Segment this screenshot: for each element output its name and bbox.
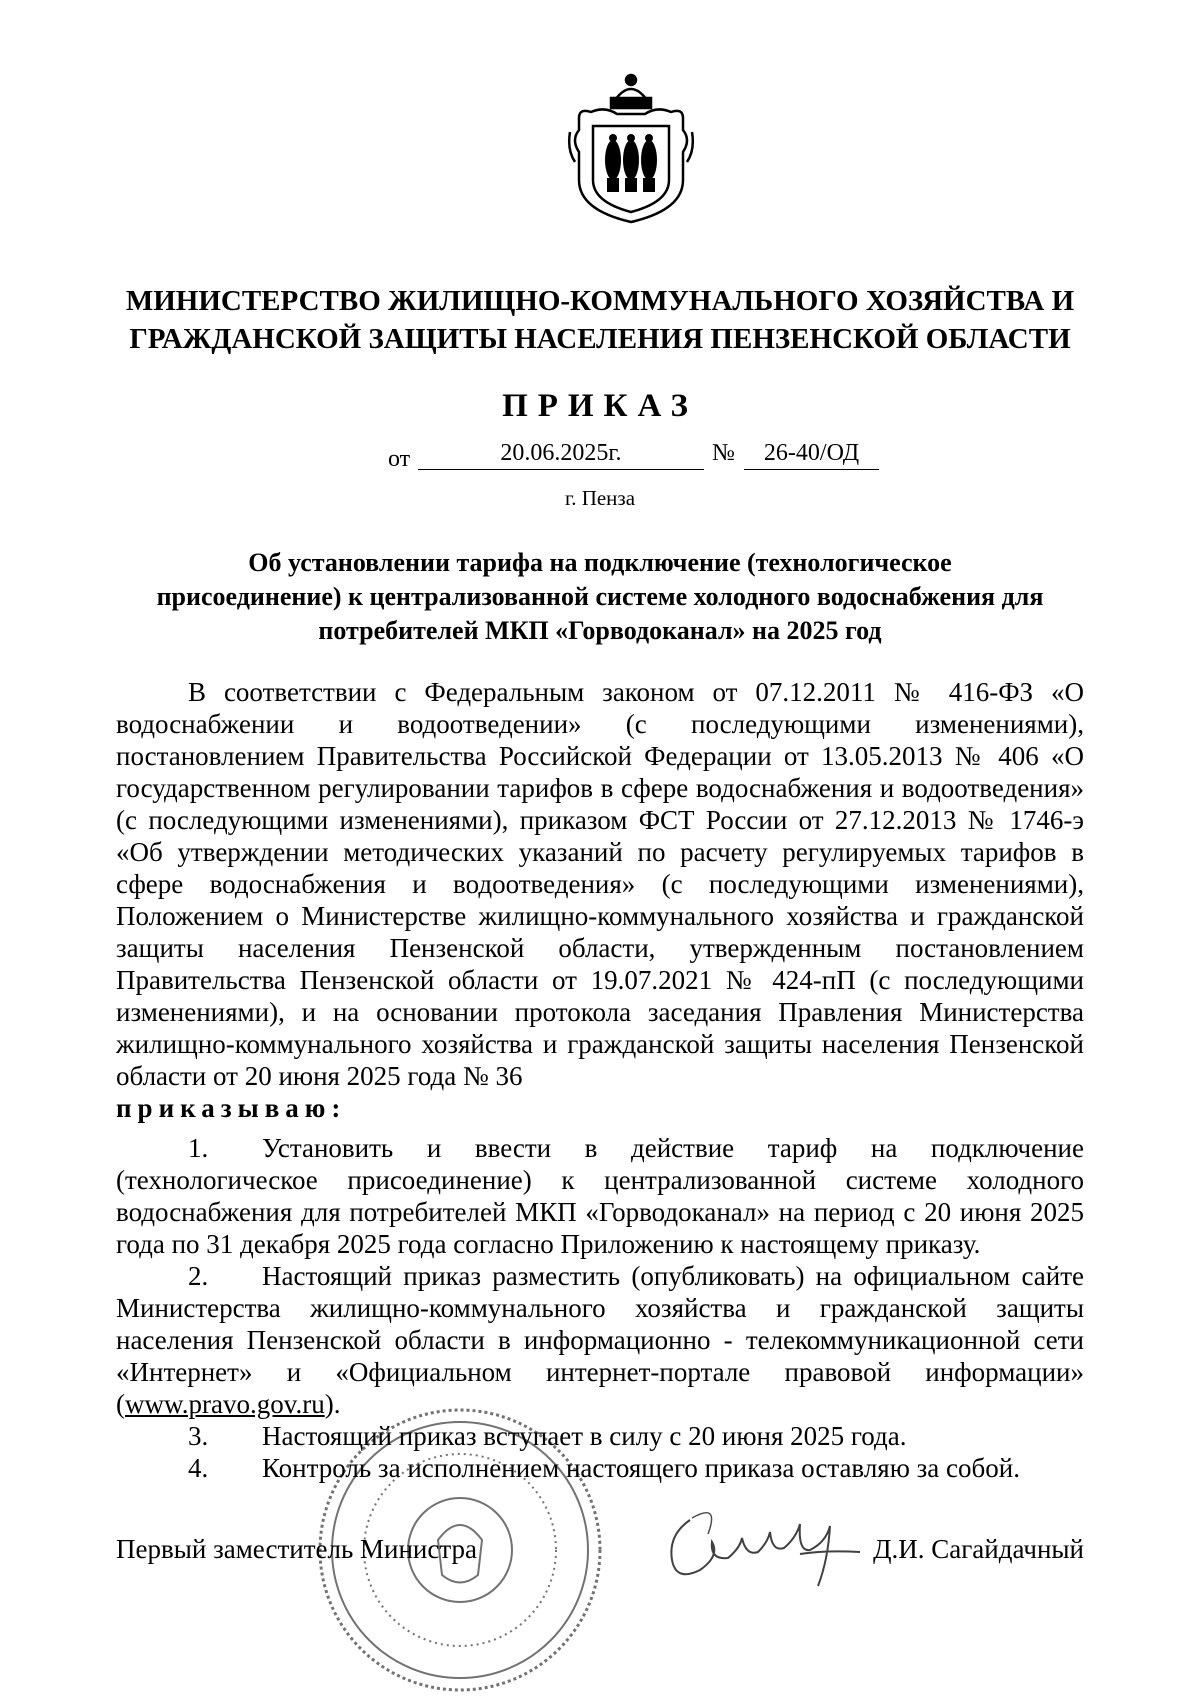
preamble-text: В соответствии с Федеральным законом от 07.12.2011 № 416-ФЗ «О водоснабжении и водоотведении» (с последующими изменениями), постановлением Правительства Российской Федерации от 13.05.2013 № 406 «О государственном регулировании тарифов в сфере водоснабжения и водоотведения» (с последующими изменениями), приказом ФСТ России от 27.12.2013 № 1746-э «Об утверждении методических указаний по расчету регулируемых тарифов в сфере водоснабжения и водоотведения» (с последующими изменениями), Положением о Министерстве жилищно-коммунального хозяйства и гражданской защиты населения Пензенской области, утвержденным постановлением Правительства Пензенской области от 19.07.2021 № 424-пП (с последующими изменениями), и на основании протокола заседания Правления Министерства жилищно-коммунального хозяйства и гражданской защиты населения Пензенской области от 20 июня 2025 года № 36 [116, 677, 1084, 1091]
preamble [116, 676, 1084, 1152]
order-date: 20.06.2025г. [418, 440, 704, 470]
signer-name: Д.И. Сагайдачный [873, 1534, 1084, 1564]
order-number: 26-40/ОД [744, 440, 879, 470]
item-text-after: ). [324, 1389, 341, 1419]
order-item [116, 1260, 1084, 1420]
decree-word: приказываю: [116, 1093, 347, 1123]
signer-position: Первый заместитель Министра [116, 1534, 477, 1564]
doc-type-title: ПРИКАЗ [502, 388, 698, 424]
subject-line-1: Об установлении тарифа на подключение (технологическое [248, 548, 952, 577]
item-number: 3. [188, 1421, 209, 1451]
subject-line-3: потребителей МКП «Горводоканал» на 2025 год [318, 616, 882, 645]
order-item [116, 1132, 1084, 1260]
item-number: 1. [188, 1133, 209, 1163]
order-subject [130, 546, 1070, 648]
pravo-link[interactable]: www.pravo.gov.ru [125, 1389, 325, 1419]
signature-row [116, 1534, 1084, 1574]
subject-line-2: присоединение) к централизованной системе холодного водоснабжения для [156, 582, 1044, 611]
item-text: Настоящий приказ разместить (опубликовать) на официальном сайте Министерства жилищно-коммунального хозяйства и гражданской защиты населения Пензенской области в информационно - телекоммуникационной сети «Интернет» и «Официальном интернет-портале правовой информации» ( [116, 1261, 1084, 1419]
item-number: 4. [188, 1453, 209, 1483]
item-text: Контроль за исполнением настоящего приказа оставляю за собой. [262, 1453, 1020, 1483]
date-number-line [0, 440, 1200, 480]
city: г. Пенза [564, 486, 636, 510]
ministry-line-1: МИНИСТЕРСТВО ЖИЛИЩНО-КОММУНАЛЬНОГО ХОЗЯЙСТВА И [125, 285, 1075, 317]
ministry-name [100, 282, 1100, 358]
item-number: 2. [188, 1261, 209, 1291]
date-prefix: от [388, 446, 411, 472]
item-text: Установить и ввести в действие тариф на подключение (технологическое присоединение) к централизованной системе холодного водоснабжения для потребителей МКП «Горводоканал» на период с 20 июня 2025 года по 31 декабря 2025 года согласно Приложению к настоящему приказу. [116, 1133, 1084, 1259]
coat-of-arms-icon [565, 70, 697, 225]
number-prefix: № [712, 440, 735, 466]
item-text: Настоящий приказ вступает в силу с 20 июня 2025 года. [262, 1421, 907, 1451]
ministry-line-2: ГРАЖДАНСКОЙ ЗАЩИТЫ НАСЕЛЕНИЯ ПЕНЗЕНСКОЙ ОБЛАСТИ [129, 323, 1071, 355]
